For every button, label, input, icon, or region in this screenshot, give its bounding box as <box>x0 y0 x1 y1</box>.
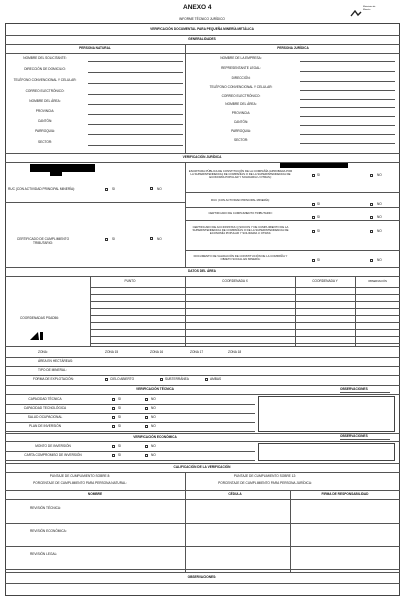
juridica-right-no: NO <box>377 258 382 262</box>
economica-no: NO <box>151 453 156 457</box>
juridica-field-line[interactable] <box>300 116 395 117</box>
economica-si-checkbox[interactable] <box>112 445 115 448</box>
natural-field-line[interactable] <box>88 134 183 135</box>
natural-field-line[interactable] <box>88 145 183 146</box>
persona-natural-header: PERSONA NATURAL <box>79 46 111 50</box>
juridica-right-no: NO <box>377 229 382 233</box>
zona-option[interactable]: ZONA 18 <box>228 350 242 354</box>
juridica-right-si: SI <box>317 202 321 206</box>
tecnica-no-checkbox[interactable] <box>145 398 148 401</box>
mineral-label: TIPO DE MINERAL: <box>38 368 67 372</box>
natural-field-label: NOMBRE DEL SOLICITANTE: <box>23 56 67 60</box>
col-firma: FIRMA DE RESPONSABILIDAD <box>321 492 369 496</box>
juridica-right-no-checkbox[interactable] <box>370 259 373 262</box>
economica-item-label: MONTO DE INVERSIÓN <box>35 444 71 448</box>
natural-field-line[interactable] <box>88 124 183 125</box>
cert-si-label: SI <box>112 237 116 241</box>
grid-col-line <box>355 276 356 346</box>
generalidades-header: GENERALIDADES <box>188 37 216 41</box>
juridica-right-si: SI <box>317 258 321 262</box>
tecnica-si: SI <box>118 406 122 410</box>
economica-no-checkbox[interactable] <box>145 445 148 448</box>
grid-row-line <box>90 301 400 302</box>
juridica-right-no-checkbox[interactable] <box>370 174 373 177</box>
tecnica-row-line <box>5 422 255 423</box>
natural-field-line[interactable] <box>88 61 183 62</box>
juridica-right-si-checkbox[interactable] <box>312 230 315 233</box>
juridica-field-line[interactable] <box>300 134 395 135</box>
juridica-right-label: RUC (CON ACTIVIDAD PRINCIPAL MINERÍA): <box>211 198 270 202</box>
juridica-field-line[interactable] <box>300 99 395 100</box>
juridica-right-no: NO <box>377 173 382 177</box>
natural-field-label: SECTOR: <box>37 140 53 144</box>
coords-label: COORDENADAS PSAD56: <box>20 316 59 320</box>
cert-si-checkbox[interactable] <box>105 238 108 241</box>
natural-field-label: CANTÓN: <box>37 119 53 123</box>
juridica-right-no-checkbox[interactable] <box>370 216 373 219</box>
natural-field-label: DIRECCIÓN DE DOMICILIO: <box>24 67 66 71</box>
juridica-field-line[interactable] <box>300 107 395 108</box>
col-observacion: OBSERVACIÓN <box>368 280 387 283</box>
tecnica-observaciones: OBSERVACIONES <box>340 387 368 391</box>
forma-checkbox[interactable] <box>105 378 108 381</box>
juridica-right-si: SI <box>317 215 321 219</box>
grid-row-line <box>90 343 400 344</box>
tecnica-item-label: CAPACIDAD TÉCNICA <box>28 397 62 401</box>
tecnica-no-checkbox[interactable] <box>145 407 148 410</box>
grid-row-line <box>90 336 400 337</box>
tecnica-si: SI <box>118 397 122 401</box>
natural-field-line[interactable] <box>88 114 183 115</box>
forma-option: AMBAS <box>210 377 222 381</box>
cert-no-label: NO <box>157 237 162 241</box>
persona-juridica-header: PERSONA JURÍDICA <box>277 46 309 50</box>
economica-row-line <box>5 460 255 461</box>
juridica-right-label: CERTIFICADO DE CUMPLIMIENTO TRIBUTARIO: <box>208 211 273 215</box>
grid-col-line <box>185 276 186 346</box>
juridica-right-label: DOCUMENTO DE VALIDACIÓN DE CONSTITUCIÓN DE LA COMPAÑÍA Y OBJETO SOCIAL EN MINERÍA: <box>193 254 288 262</box>
cert-label: CERTIFICADO DE CUMPLIMIENTO TRIBUTARIO: <box>16 237 70 245</box>
tecnica-si-checkbox[interactable] <box>112 416 115 419</box>
firma-row-label: REVISIÓN TÉCNICA: <box>30 506 61 510</box>
cert-no-checkbox[interactable] <box>150 237 153 240</box>
tecnica-si-checkbox[interactable] <box>112 398 115 401</box>
juridica-right-label: CERTIFICADO DE ACCIONISTAS O SOCIOS Y DE CUMPLIMIENTO DE LA SUPERINTENDENCIA DE COMPAÑÍAS O DE LA SUPERINTENDENCIA DE ECONOMÍA POPULAR Y SOLIDARIA U OTRAS: <box>192 225 289 236</box>
logo-text: Ministerio de Minería <box>363 6 376 11</box>
natural-field-line[interactable] <box>88 72 183 73</box>
economica-si: SI <box>118 444 122 448</box>
col-coordenada-x: COORDENADA X <box>222 279 248 283</box>
natural-field-line[interactable] <box>88 83 183 84</box>
economica-item-label: CARTA COMPROMISO DE INVERSIÓN <box>24 453 82 457</box>
juridica-field-line[interactable] <box>300 143 395 144</box>
grid-row-line <box>90 294 400 295</box>
juridica-header: VERIFICACIÓN JURÍDICA <box>182 155 222 159</box>
tecnica-item-label: SALUD OCUPACIONAL <box>27 415 63 419</box>
forma-checkbox[interactable] <box>205 378 208 381</box>
natural-field-label: PARROQUIA: <box>35 129 55 133</box>
firma-row-label: REVISIÓN LEGAL: <box>30 552 58 556</box>
tecnica-no: NO <box>151 406 156 410</box>
tecnica-no: NO <box>151 397 156 401</box>
tecnica-row-line <box>5 404 255 405</box>
puntaje-juridica-label: PUNTAJE DE CUMPLIMIENTO SOBRE 12: <box>233 474 297 478</box>
natural-field-label: PROVINCIA: <box>35 109 55 113</box>
firma-row-line[interactable] <box>5 569 400 570</box>
juridica-field-line[interactable] <box>300 125 395 126</box>
juridica-field-label: DIRECCIÓN: <box>231 76 251 80</box>
col-nombre: NOMBRE <box>87 492 103 496</box>
natural-field-label: TELÉFONO CONVENCIONAL Y CELULAR: <box>13 78 77 82</box>
grid-row-line <box>90 329 400 330</box>
report-subtitle: INFORME TÉCNICO JURÍDICO <box>179 17 225 21</box>
tecnica-no-checkbox[interactable] <box>145 425 148 428</box>
juridica-right-si-checkbox[interactable] <box>312 259 315 262</box>
porcentaje-natural-label: PORCENTAJE DE CUMPLIMIENTO PARA PERSONA NATURAL: <box>33 481 127 485</box>
tecnica-si: SI <box>118 424 122 428</box>
tecnica-header: VERIFICACIÓN TÉCNICA <box>136 387 174 391</box>
juridica-field-label: NOMBRE DEL ÁREA: <box>225 102 257 106</box>
forma-label: FORMA DE EXPLOTACIÓN: <box>33 377 74 381</box>
juridica-divider <box>185 192 400 193</box>
redacted-bar <box>30 164 95 172</box>
firma-row-line[interactable] <box>5 523 400 524</box>
economica-header: VERIFICACIÓN ECONÓMICA <box>133 435 177 439</box>
juridica-field-label: CORREO ELECTRÓNICO: <box>221 94 261 98</box>
col-cedula: CÉDULA <box>228 492 242 496</box>
tecnica-si: SI <box>118 415 122 419</box>
juridica-right-no: NO <box>377 215 382 219</box>
juridica-right-si: SI <box>317 229 321 233</box>
juridica-field-label: PROVINCIA: <box>231 111 251 115</box>
juridica-field-line[interactable] <box>300 90 395 91</box>
tecnica-item-label: CAPACIDAD TECNOLÓGICA <box>23 406 67 410</box>
juridica-field-line[interactable] <box>300 71 395 72</box>
grid-col-line <box>90 276 91 346</box>
zona-label: ZONA: <box>38 350 48 354</box>
zona-option[interactable]: ZONA 16 <box>150 350 164 354</box>
col-coordenada-y: COORDENADA Y <box>312 279 338 283</box>
redacted-mark <box>30 327 46 336</box>
ministry-logo <box>350 5 398 15</box>
redacted-bar-small <box>50 172 62 176</box>
juridica-field-label: NOMBRE DE LA EMPRESA: <box>220 56 262 60</box>
tecnica-observaciones-box[interactable] <box>258 396 395 432</box>
juridica-field-label: SECTOR: <box>233 138 249 142</box>
forma-checkbox[interactable] <box>160 378 163 381</box>
grid-row-line <box>90 322 400 323</box>
juridica-divider <box>185 220 400 221</box>
economica-observaciones: OBSERVACIONES <box>340 434 368 438</box>
grid-col-line <box>295 276 296 346</box>
zona-option[interactable]: ZONA 17 <box>190 350 204 354</box>
juridica-right-si-checkbox[interactable] <box>312 174 315 177</box>
economica-row-line <box>5 451 255 452</box>
juridica-field-line[interactable] <box>300 61 395 62</box>
zona-option[interactable]: ZONA 15 <box>105 350 119 354</box>
forma-option: SUBTERRÁNEA <box>165 377 189 381</box>
annex-title: ANEXO 4 <box>183 4 212 11</box>
ruc-no-label: NO <box>157 187 162 191</box>
economica-no-checkbox[interactable] <box>145 454 148 457</box>
juridica-right-si-checkbox[interactable] <box>312 203 315 206</box>
tecnica-si-checkbox[interactable] <box>112 407 115 410</box>
grid-row-line <box>90 287 400 288</box>
redacted-bar-right <box>280 163 348 168</box>
tecnica-row-line <box>5 431 255 432</box>
natural-field-line[interactable] <box>88 94 183 95</box>
ruc-label: RUC (CON ACTIVIDAD PRINCIPAL MINERÍA): <box>8 187 76 191</box>
economica-si-checkbox[interactable] <box>112 454 115 457</box>
tecnica-row-line <box>5 413 255 414</box>
forma-option: CIELO ABIERTO <box>110 377 135 381</box>
tecnica-no: NO <box>151 424 156 428</box>
grid-row-line <box>90 308 400 309</box>
ruc-si-checkbox[interactable] <box>105 188 108 191</box>
ruc-si-label: SI <box>112 187 116 191</box>
natural-field-label: CORREO ELECTRÓNICO: <box>25 89 65 93</box>
calificacion-header: CALIFICACIÓN DE LA VERIFICACIÓN <box>173 465 231 469</box>
area-hectareas-label: ÁREA EN HECTÁREAS: <box>38 359 74 363</box>
juridica-field-line[interactable] <box>300 81 395 82</box>
juridica-field-label: CANTÓN: <box>233 120 249 124</box>
juridica-field-label: TELÉFONO CONVENCIONAL Y CELULAR: <box>209 85 273 89</box>
tecnica-no: NO <box>151 415 156 419</box>
porcentaje-juridica-label: PORCENTAJE DE CUMPLIMIENTO PARA PERSONA JURÍDICA: <box>218 481 312 485</box>
juridica-right-no: NO <box>377 202 382 206</box>
natural-field-line[interactable] <box>88 104 183 105</box>
economica-observaciones-box[interactable] <box>258 443 395 461</box>
juridica-right-si-checkbox[interactable] <box>312 216 315 219</box>
juridica-right-label: ESCRITURA PÚBLICA DE CONSTITUCIÓN DE LA COMPAÑÍA (APROBADA POR LA SUPERINTENDENCIA DE COMPAÑÍAS O DE LA SUPERINTENDENCIA DE ECONOMÍA POPULAR Y SOLIDARIA U OTRAS): <box>188 169 293 180</box>
juridica-divider <box>185 250 400 251</box>
tecnica-si-checkbox[interactable] <box>112 425 115 428</box>
juridica-divider <box>185 207 400 208</box>
juridica-right-no-checkbox[interactable] <box>370 203 373 206</box>
tecnica-no-checkbox[interactable] <box>145 416 148 419</box>
area-header: DATOS DEL ÁREA <box>188 269 216 273</box>
juridica-field-label: REPRESENTANTE LEGAL: <box>221 66 261 70</box>
juridica-right-no-checkbox[interactable] <box>370 230 373 233</box>
juridica-field-label: PARROQUIA: <box>231 129 251 133</box>
observaciones-label: OBSERVACIONES: <box>187 575 217 579</box>
juridica-right-si: SI <box>317 173 321 177</box>
firma-row-line[interactable] <box>5 546 400 547</box>
ruc-no-checkbox[interactable] <box>150 187 153 190</box>
form-frame <box>5 23 400 596</box>
logo-mark-icon <box>350 10 362 18</box>
natural-field-label: NOMBRE DEL ÁREA: <box>29 99 61 103</box>
economica-no: NO <box>151 444 156 448</box>
tecnica-item-label: PLAN DE INVERSIÓN <box>28 424 62 428</box>
verification-title: VERIFICACIÓN DOCUMENTAL PARA PEQUEÑA MINERÍA METÁLICA <box>150 27 254 31</box>
economica-si: SI <box>118 453 122 457</box>
puntaje-natural-label: PUNTAJE DE CUMPLIMIENTO SOBRE 8: <box>49 474 111 478</box>
col-punto: PUNTO <box>124 279 136 283</box>
grid-row-line <box>90 315 400 316</box>
firma-row-label: REVISIÓN ECONÓMICA: <box>30 529 67 533</box>
